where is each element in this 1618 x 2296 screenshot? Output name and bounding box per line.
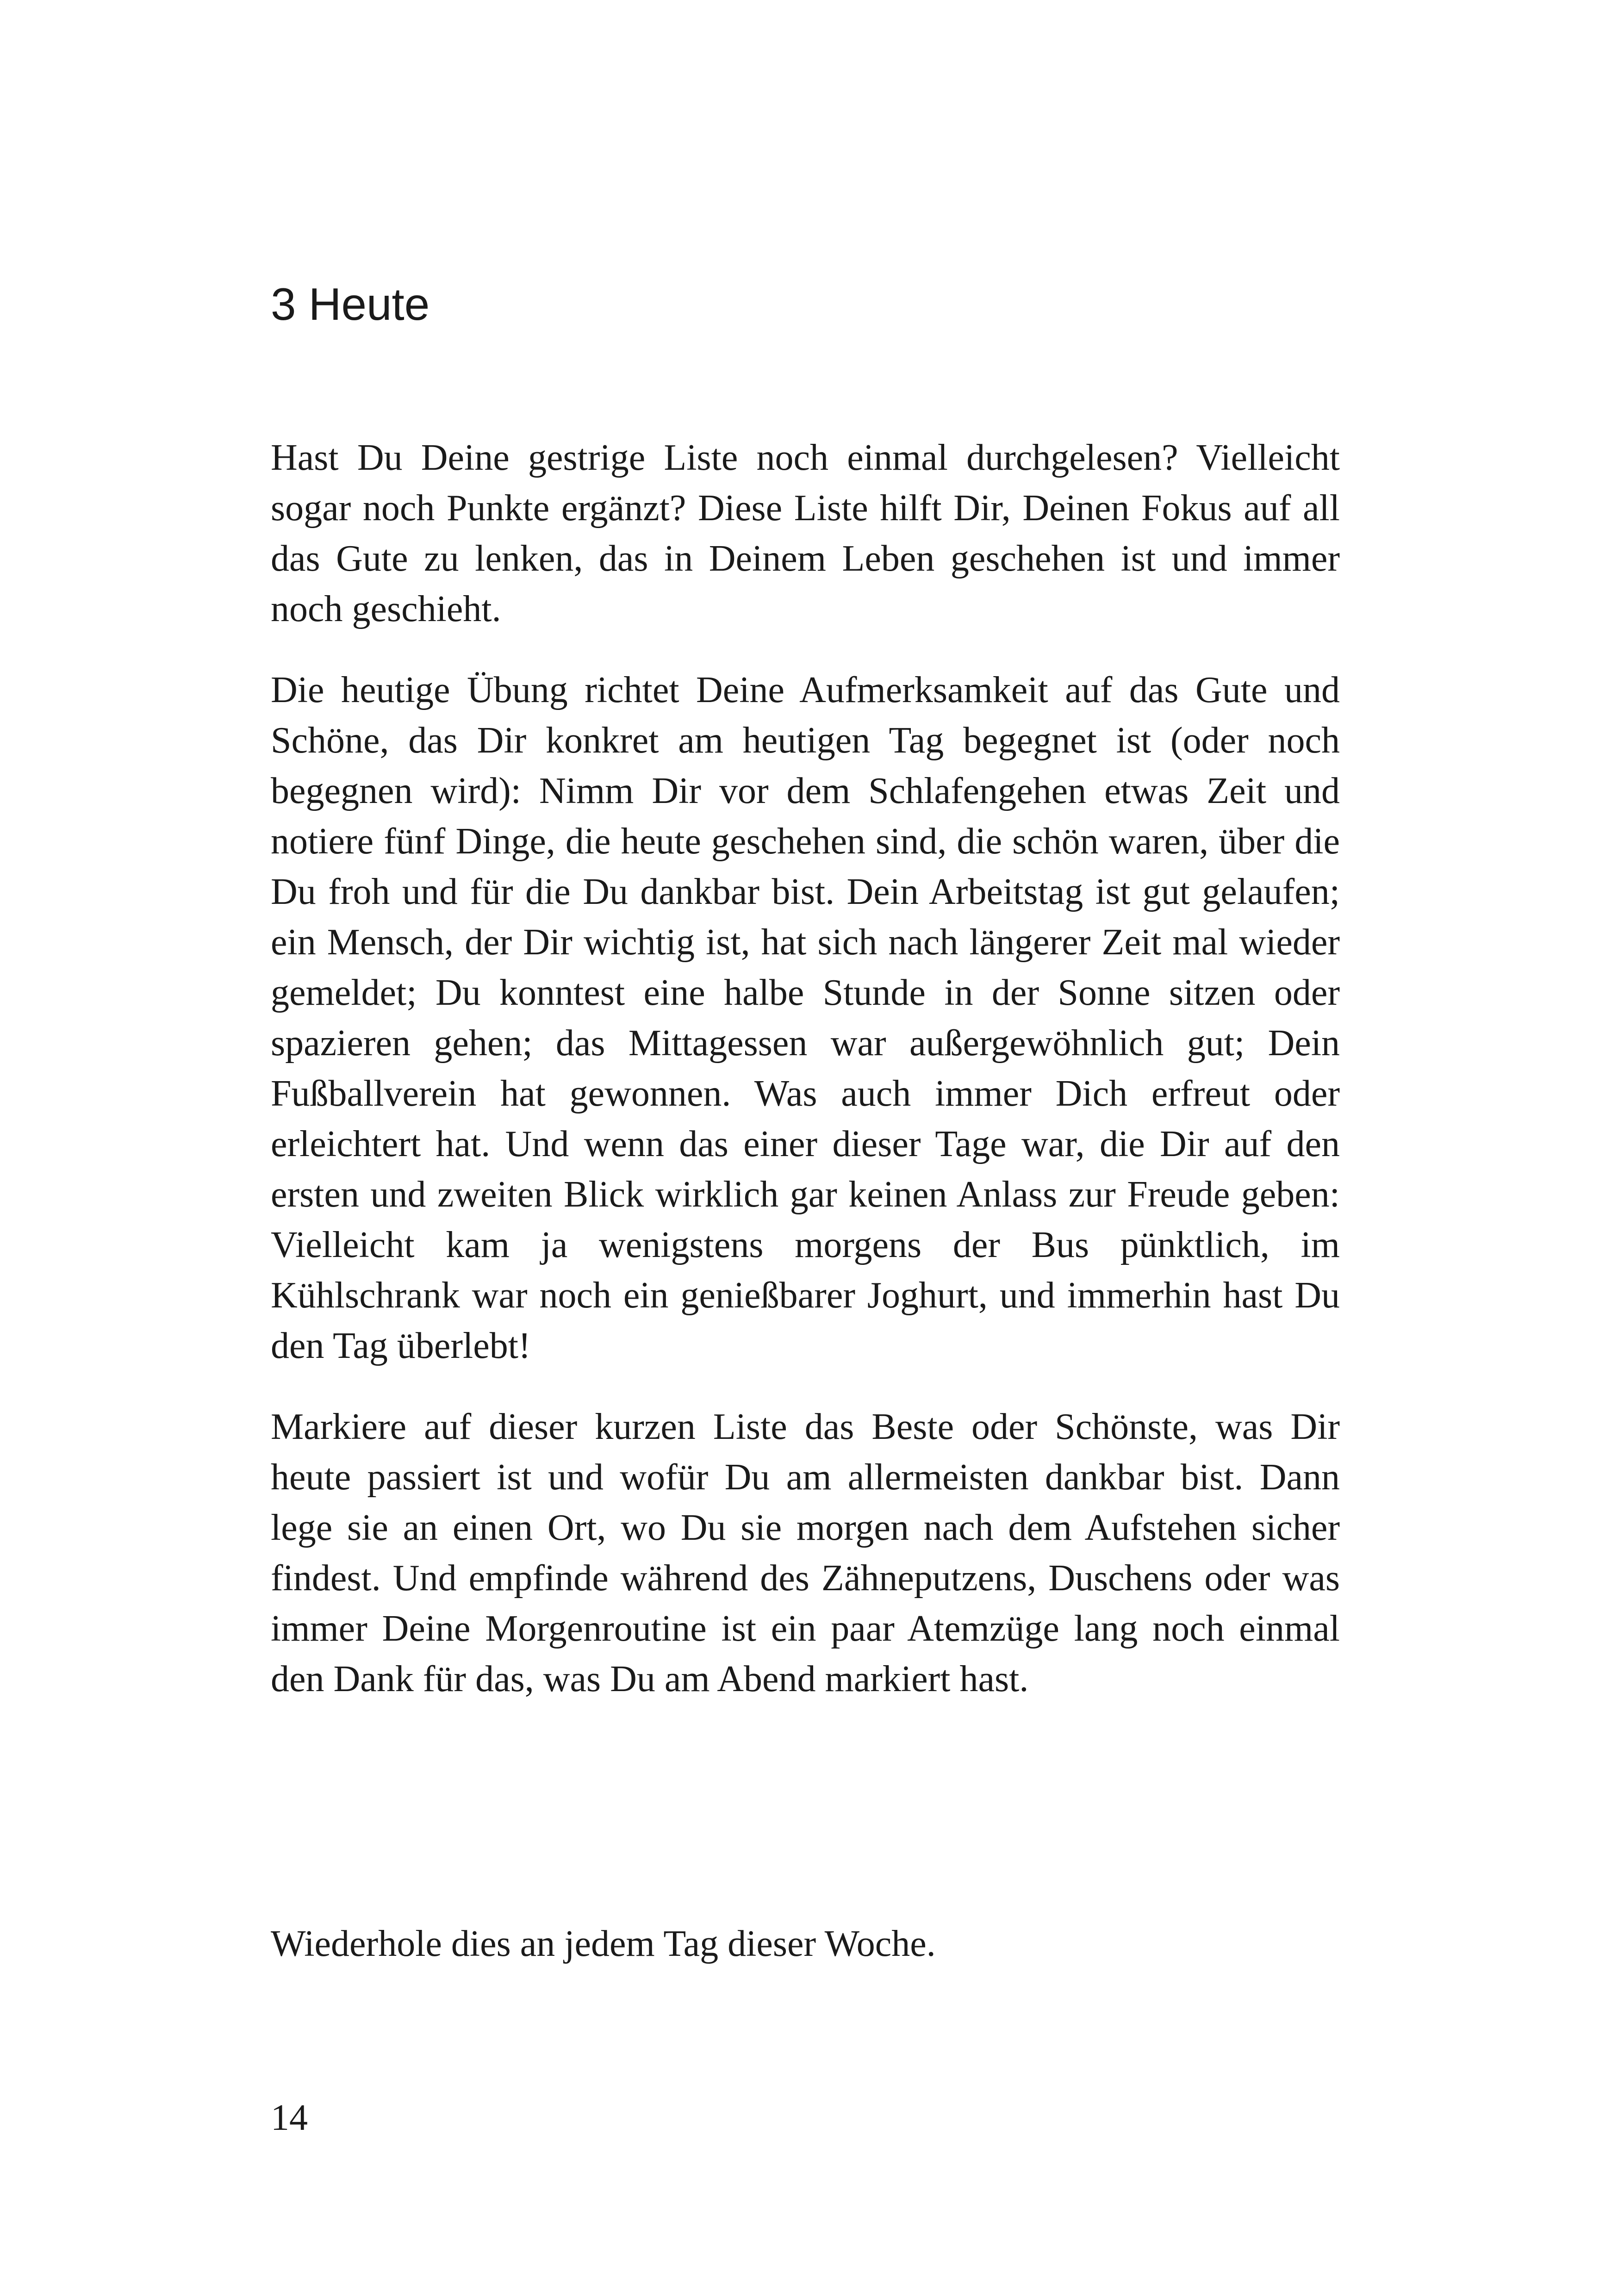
page-number: 14 [271,2097,308,2138]
body-text [271,433,1340,1735]
chapter-title: 3 Heute [271,279,430,330]
paragraph-2: Die heutige Übung richtet Deine Aufmerksamkeit auf das Gute und Schöne, das Dir konkret am heutigen Tag begegnet ist (oder noch begegnen wird): Nimm Dir vor dem Schlafengehen etwas Zeit und notiere fünf Dinge, die heute geschehen sind, die schön waren, über die Du froh und für die Du dankbar bist. Dein Arbeitstag ist gut gelaufen; ein Mensch, der Dir wichtig ist, hat sich nach längerer Zeit mal wieder gemeldet; Du konntest eine halbe Stunde in der Sonne sitzen oder spazieren gehen; das Mittagessen war außergewöhnlich gut; Dein Fußballverein hat gewonnen. Was auch immer Dich erfreut oder erleichtert hat. Und wenn das einer dieser Tage war, die Dir auf den ersten und zweiten Blick wirklich gar keinen Anlass zur Freude geben: Vielleicht kam ja wenigstens morgens der Bus pünktlich, im Kühlschrank war noch ein genießbarer Joghurt, und immerhin hast Du den Tag überlebt! [271,670,1340,1366]
paragraph-3: Markiere auf dieser kurzen Liste das Beste oder Schönste, was Dir heute passiert ist und wofür Du am allermeisten dankbar bist. Dann lege sie an einen Ort, wo Du sie morgen nach dem Aufstehen sicher findest. Und empfinde während des Zähneputzens, Duschens oder was immer Deine Morgenroutine ist ein paar Atemzüge lang noch einmal den Dank für das, was Du am Abend markiert hast. [271,1406,1340,1699]
paragraph-1: Hast Du Deine gestrige Liste noch einmal durchgelesen? Vielleicht sogar noch Punkte ergänzt? Diese Liste hilft Dir, Deinen Fokus auf all das Gute zu lenken, das in Deinem Leben geschehen ist und immer noch geschieht. [271,437,1340,629]
closing-sentence: Wiederhole dies an jedem Tag dieser Woche. [271,1923,936,1964]
